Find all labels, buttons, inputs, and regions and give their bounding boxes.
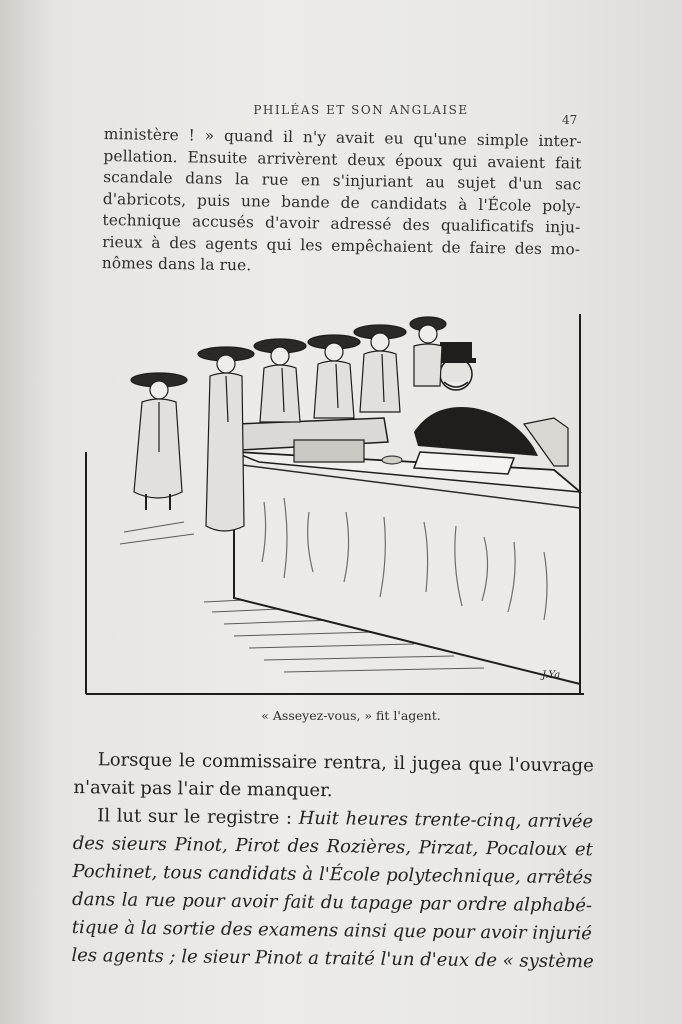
text-line: n'avait pas l'air de manquer. [73, 776, 333, 802]
text-line: dans la rue pour avoir fait du tapage par ordre alphabé- [71, 888, 593, 917]
counter-desk [234, 452, 580, 684]
inkwell [382, 456, 402, 464]
running-head [0, 103, 682, 117]
text-fragment: Il lut sur le registre : [97, 805, 299, 829]
text-fragment-italic: le sieur Pinot a traité l'un d'eux de « système [181, 946, 594, 973]
top-paragraph [102, 124, 582, 282]
text-line: Pochinet, tous candidats à l'École polytechnique, arrêtés [72, 860, 593, 889]
text-line: scandale dans la rue en s'injuriant au sujet d'un sac [103, 167, 582, 194]
text-line: des sieurs Pinot, Pirot des Rozières, Pirzat, Pocaloux et [72, 832, 593, 861]
text-line: d'abricots, puis une bande de candidats à l'École poly- [102, 189, 581, 215]
text-line: rieux à des agents qui les empêchaient de faire des mo- [102, 232, 581, 258]
text-line: technique accusés d'avoir adressé des qualificatifs inju- [102, 210, 581, 237]
bottom-text [71, 746, 594, 976]
text-line: Lorsque le commissaire rentra, il jugea que l'ouvrage [97, 749, 594, 777]
text-line: tique à la sortie des examens ainsi que pour avoir injurié [71, 916, 592, 945]
text-line [71, 942, 594, 976]
running-title: PHILÉAS ET SON ANGLAISE [253, 103, 469, 117]
artist-signature: J.Ya [542, 670, 561, 681]
figure-caption: « Asseyez-vous, » fit l'agent. [261, 708, 441, 723]
text-line: ministère ! » quand il n'y avait eu qu'une simple inter- [103, 124, 582, 151]
text-fragment-italic: les agents ; [71, 944, 182, 968]
illustration [84, 312, 586, 696]
page-number: 47 [562, 113, 578, 127]
text-line: nômes dans la rue. [101, 253, 252, 275]
illustration-drawing [84, 312, 586, 696]
text-line: pellation. Ensuite arrivèrent deux époux qui avaient fait [103, 146, 582, 173]
text-fragment-italic: Huit heures trente-cinq, arrivée [298, 807, 594, 833]
